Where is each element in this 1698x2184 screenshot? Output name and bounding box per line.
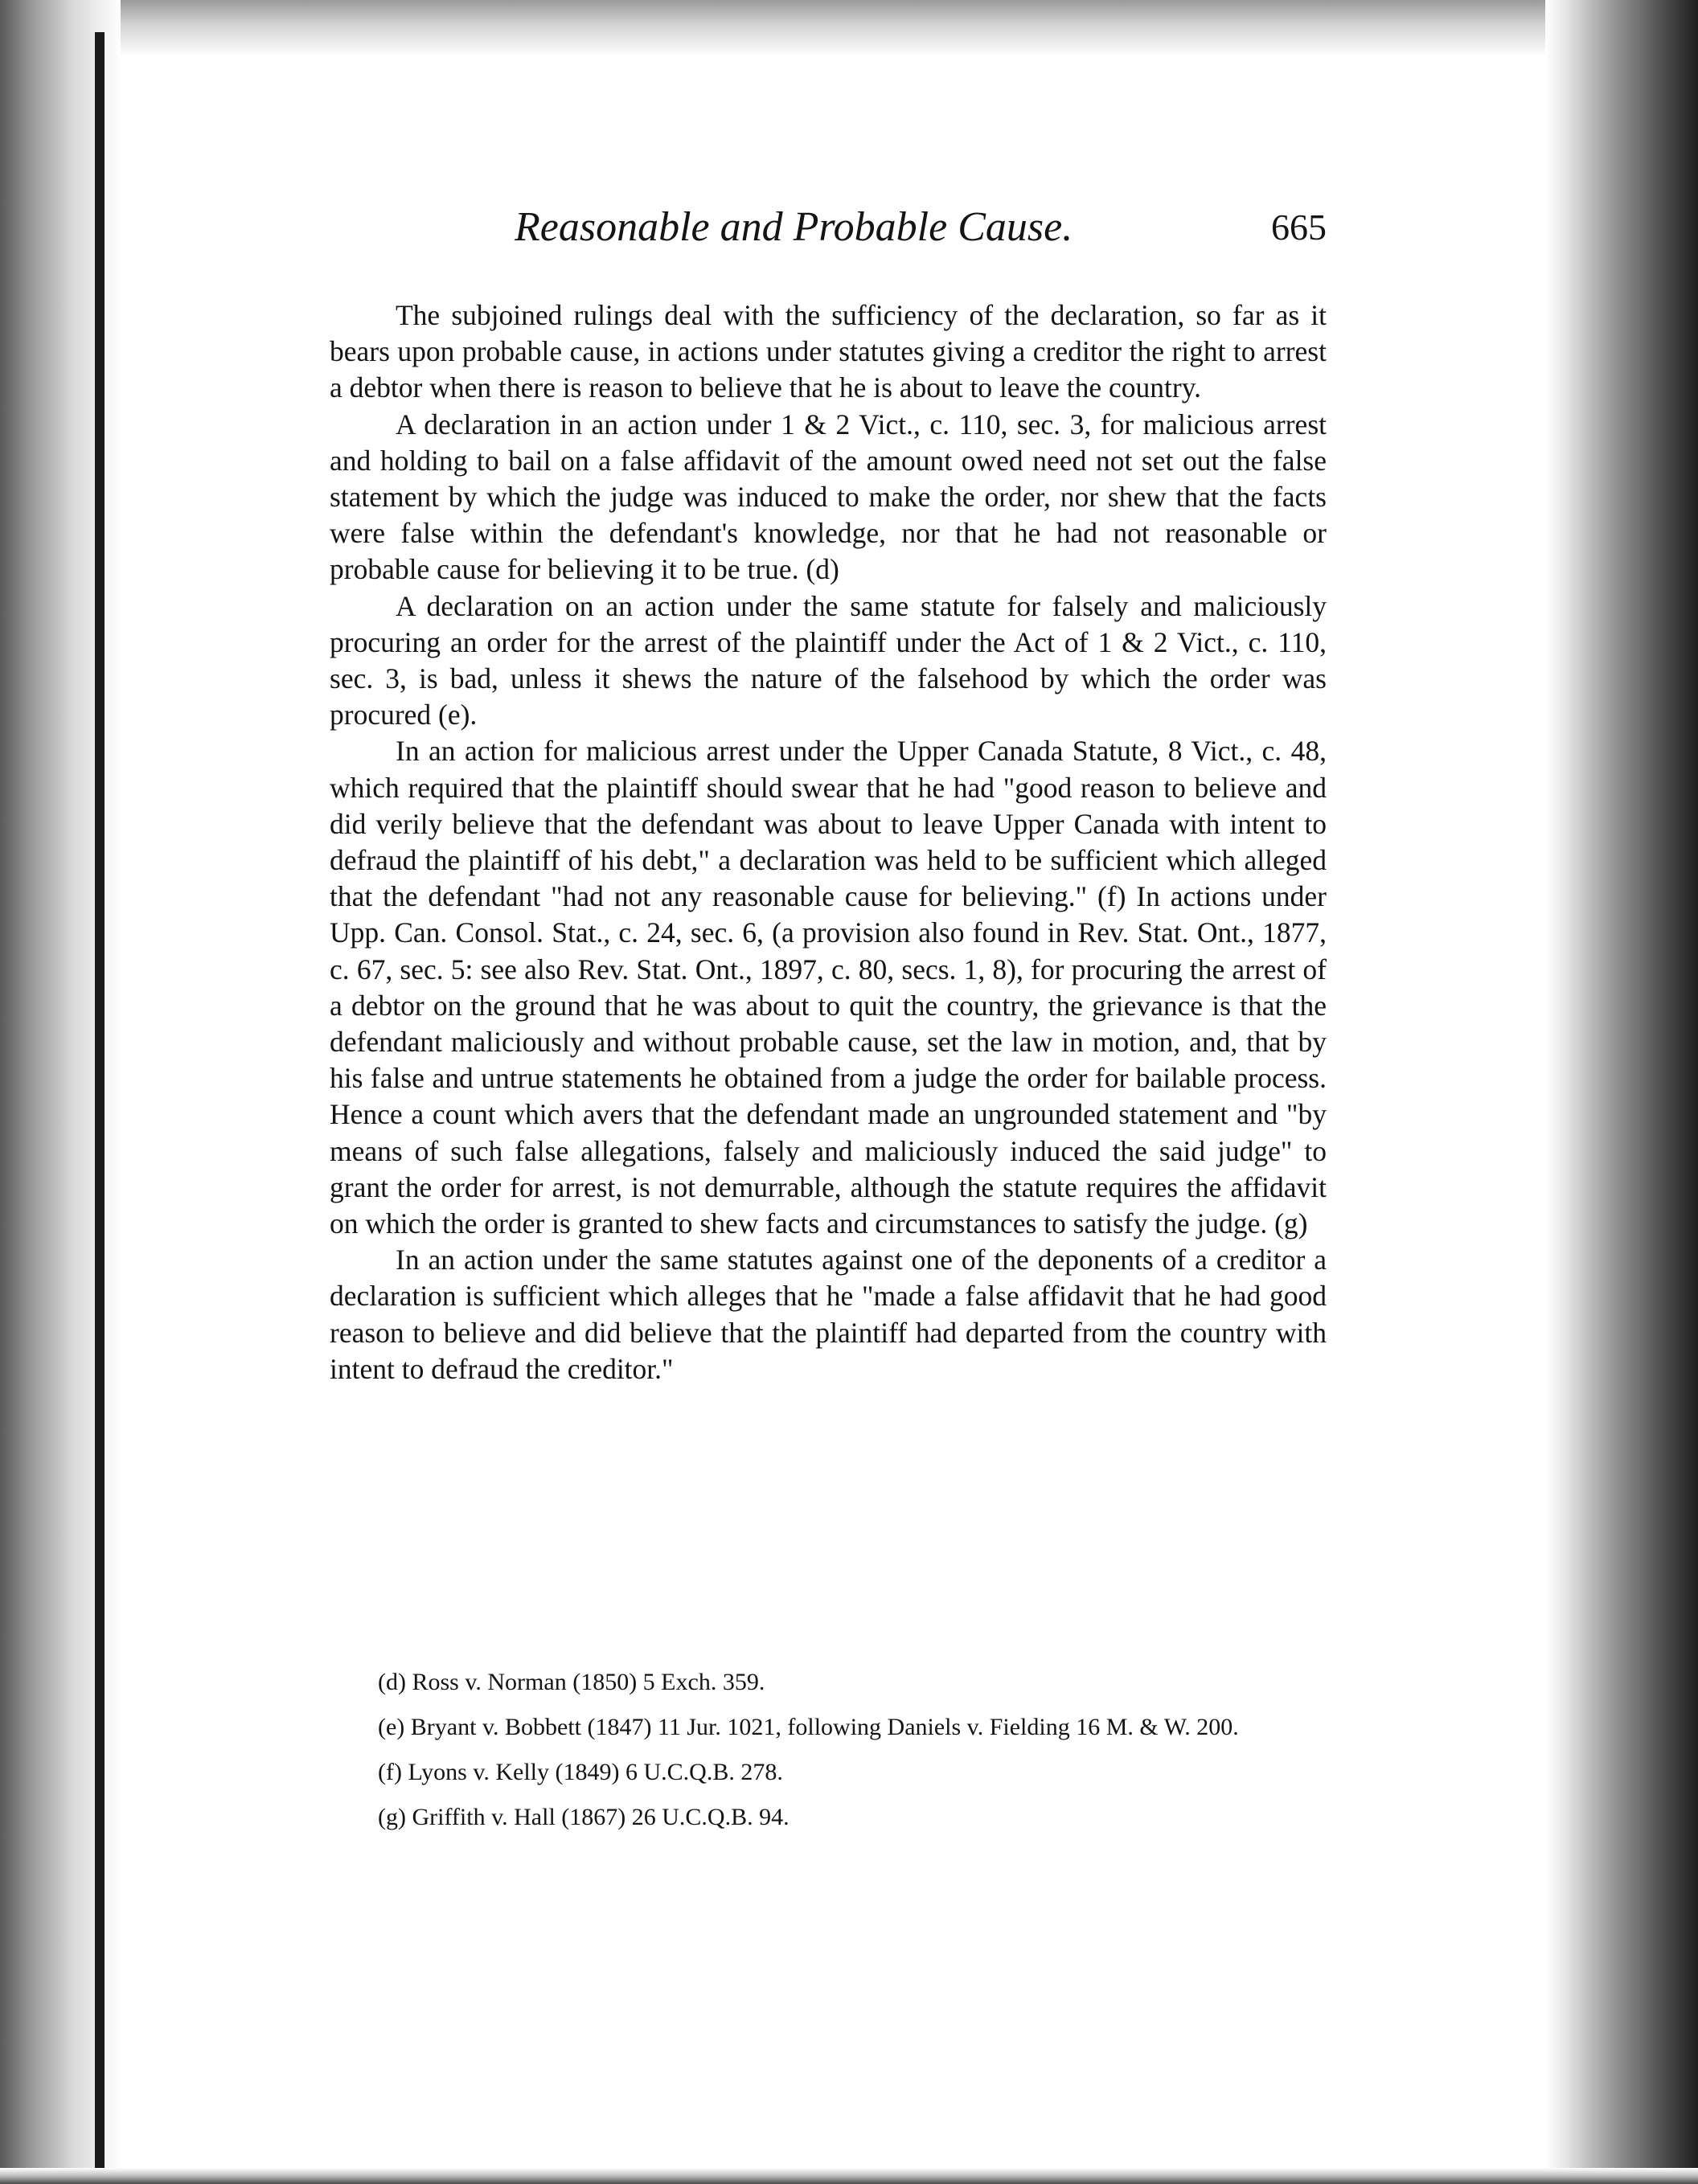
scan-binding-shadow [95, 32, 105, 2184]
body-text [330, 297, 1327, 1387]
page-number: 665 [1271, 207, 1327, 248]
paragraph: A declaration on an action under the same statute for falsely and maliciously procuring an order for the arrest of the plaintiff under the Act of 1 & 2 Vict., c. 110, sec. 3, is bad, unless it shews the nature of the falsehood by which the order was procured (e). [330, 589, 1327, 731]
footnotes [330, 1666, 1327, 1846]
scan-edge-right [1545, 0, 1698, 2184]
footnote: (d) Ross v. Norman (1850) 5 Exch. 359. [378, 1669, 765, 1695]
scan-edge-top [0, 0, 1698, 56]
running-title: Reasonable and Probable Cause. [515, 204, 1073, 250]
paragraph: In an action under the same statutes against one of the deponents of a creditor a declaration is sufficient which alleges that he "made a false affidavit that he had good reason to believe and did believe that the plaintiff had departed from the country with intent to defraud the creditor." [330, 1244, 1327, 1385]
scan-edge-bottom [0, 2168, 1698, 2184]
footnote: (f) Lyons v. Kelly (1849) 6 U.C.Q.B. 278. [378, 1759, 783, 1785]
footnote: (e) Bryant v. Bobbett (1847) 11 Jur. 1021, following Daniels v. Fielding 16 M. & W. 200. [378, 1714, 1239, 1740]
running-head [330, 199, 1327, 256]
paragraph: A declaration in an action under 1 & 2 Vict., c. 110, sec. 3, for malicious arrest and holding to bail on a false affidavit of the amount owed need not set out the false statement by which the judge was induced to make the order, nor shew that the facts were false within the defendant's knowledge, nor that he had not reasonable or probable cause for believing it to be true. (d) [330, 408, 1327, 586]
paragraph: The subjoined rulings deal with the sufficiency of the declaration, so far as it bears upon probable cause, in actions under statutes giving a creditor the right to arrest a debtor when there is reason to believe that he is about to leave the country. [330, 299, 1327, 404]
paragraph: In an action for malicious arrest under the Upper Canada Statute, 8 Vict., c. 48, which required that the plaintiff should swear that he had "good reason to believe and did verily believe that the defendant was about to leave Upper Canada with intent to defraud the plaintiff of his debt," a declaration was held to be sufficient which alleged that the defendant "had not any reasonable cause for believing." (f) In actions under Upp. Can. Consol. Stat., c. 24, sec. 6, (a provision also found in Rev. Stat. Ont., 1877, c. 67, sec. 5: see also Rev. Stat. Ont., 1897, c. 80, secs. 1, 8), for procuring the arrest of a debtor on the ground that he was about to quit the country, the grievance is that the defendant maliciously and without probable cause, set the law in motion, and, that by his false and untrue statements he obtained from a judge the order for bailable process. Hence a count which avers that the defendant made an ungrounded statement and "by means of such false allegations, falsely and maliciously induced the said judge" to grant the order for arrest, is not demurrable, although the statute requires the affidavit on which the order is granted to shew facts and circumstances to satisfy the judge. (g) [330, 735, 1327, 1240]
footnote: (g) Griffith v. Hall (1867) 26 U.C.Q.B. 94. [378, 1804, 790, 1830]
